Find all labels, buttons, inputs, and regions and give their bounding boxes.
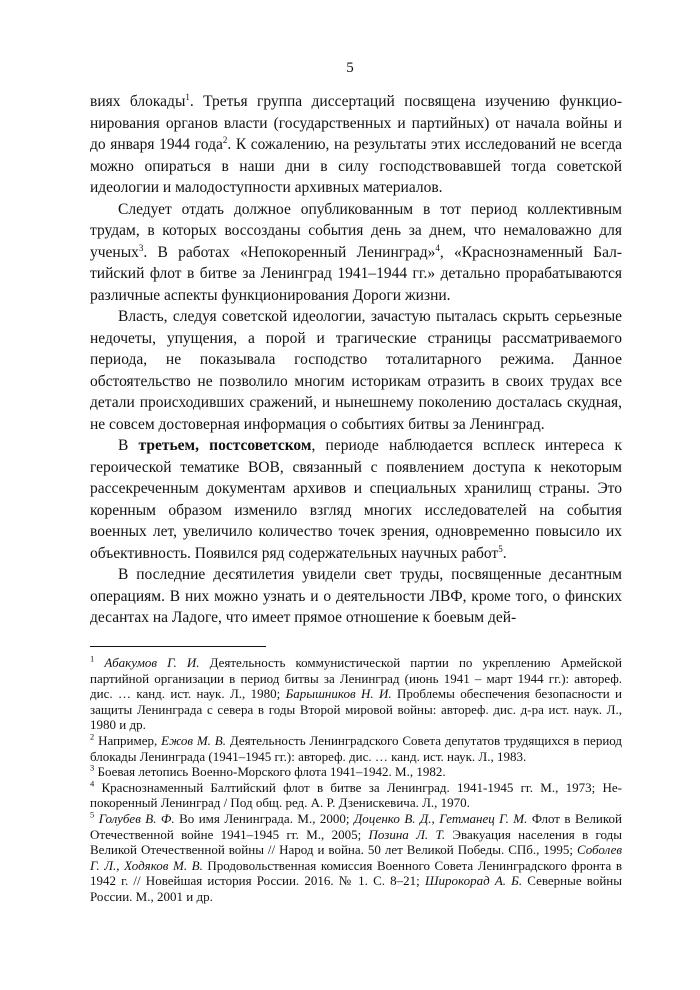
page-number: 5: [346, 60, 354, 76]
text-run: Деятельность Ленинградского Совета депутатов трудящихся в период блокады Ленинграда (1941–1945 гг.): автореф. дис. … канд. ист. наук. Л., 1983.: [90, 732, 623, 764]
text-run: Например,: [94, 732, 162, 748]
text-run: Проблемы обеспечения безопасности и защиты Ленинграда с севера в годы Второй мировой войны: автореф. дис. д-ра ист. наук. Л., 1980 и др.: [90, 686, 622, 733]
paragraph: [90, 199, 622, 307]
text-run: Продовольственная комиссия Военного Совета Ленинградского фронта в 1942 г. // Новейшая история России. 2016. № 1. С. 8–21;: [90, 857, 622, 889]
author-name: Доценко В. Д., Гетманец Г. М.: [353, 810, 528, 826]
text-run: В последние десятилетия увидели свет труды, посвященные десантным операциям. В них можно узнать и о деятельности ЛВФ, кроме того, о финских десантах на Ладоге, что имеет прямое отношение к боевым дей-: [90, 566, 622, 626]
footnote-ref: 4: [435, 242, 440, 253]
text-run: Во имя Ленинграда. М., 2000;: [174, 810, 354, 826]
paragraph: [90, 435, 622, 564]
footnote-ref: 2: [222, 134, 228, 145]
text-run: Власть, следуя советской идеологии, зачастую пыталась скрыть серьезные недочеты, упущения, а порой и трагические страницы рассматриваемого периода, не показывала господство тоталитарного режима. Данное обстоятельство не позволило многим историкам отразить в своих трудах все детали происходивших сражений, и нынешнему поколению досталась скудная, не совсем достоверная информация о событиях битвы за Ленинград.: [90, 308, 622, 433]
text-run: Северные войны России. М., 2001 и др.: [90, 873, 622, 904]
paragraph: [90, 91, 622, 199]
text-run: . К сожалению, на результаты этих исследований не всегда можно опираться в наши дни в силу господствовавшей тогда советской идеологии и малодоступности архивных материалов.: [90, 136, 622, 196]
paragraph: [90, 564, 622, 629]
text-run: Деятельность коммунистической партии по укреплению Армейской партийной организации в период битвы за Ленинград (июнь 1941 – март 1944 гг.): автореф. дис. … канд. ист. наук. Л., 1980;: [90, 655, 623, 702]
footnote: [90, 655, 622, 733]
footnote-ref: 3: [90, 762, 95, 773]
footnote-separator: [90, 646, 266, 647]
footnote: [90, 733, 622, 764]
text-run: Флот в Великой Отечественной войне 1941–1945 гг. М., 2005;: [90, 810, 622, 842]
text-run: виях блокады: [90, 93, 186, 110]
footnote-ref: 4: [90, 778, 95, 789]
footnote-ref: 1: [185, 91, 190, 102]
paragraph: [90, 306, 622, 435]
bold-text: третьем, постсоветском: [138, 437, 312, 454]
author-name: Абакумов Г. И.: [104, 655, 200, 670]
text-run: В: [118, 437, 139, 454]
footnote: [90, 811, 622, 905]
footnote-ref: 2: [90, 731, 95, 742]
text-run: Краснознаменный Балтийский флот в битве за Ленинград. 1941-1945 гг. М., 1973; Непокоренный Ленинград / Под общ. ред. А. Р. Дзенискевича. Л., 1970.: [90, 779, 622, 811]
footnote-ref: 1: [90, 653, 95, 664]
author-name: Широкорад А. Б.: [424, 873, 523, 889]
text-run: , периоде наблюдается всплеск интереса к героической тематике ВОВ, связанный с появлением доступа к некоторым рассекреченным документам архивов и специальных хранилищ страны. Это коренным образом изменило взгляд многих исследователей на события военных лет, увеличило количество точек зрения, одновременно повысило их объективность. Появился ряд содержательных научных работ: [90, 437, 622, 562]
author-name: Голубев В. Ф.: [98, 810, 175, 826]
text-run: .: [502, 544, 507, 562]
author-name: Позина Л. Т.: [368, 826, 446, 842]
text-run: [94, 655, 104, 670]
footnote: [90, 764, 622, 780]
footnotes: [90, 655, 622, 905]
text-run: Следует отдать должное опубликованным в тот период коллективным трудам, в которых воссозданы события день за днем, что немаловажно для ученых: [90, 200, 622, 261]
author-name: Барышников Н. И.: [285, 686, 392, 702]
text-run: . Третья группа диссертаций посвящена изучению функционирования органов власти (государственных и партийных) от начала войны и до января 1944 года: [90, 93, 622, 153]
footnote-ref: 3: [138, 242, 144, 253]
author-name: Ежов М. В.: [161, 732, 226, 748]
author-name: Соболев Г. Л., Ходяков М. В.: [90, 842, 622, 873]
body-text: [90, 91, 622, 629]
text-run: Боевая летопись Военно-Морского флота 1941–1942. М., 1982.: [94, 764, 446, 780]
text-run: , «Краснознаменный Балтийский флот в битве за Ленинград 1941–1944 гг.» детально прорабатываются различные аспекты функционирования Дороги жизни.: [90, 243, 623, 304]
footnote-ref: 5: [90, 809, 95, 820]
footnote-ref: 5: [498, 543, 503, 554]
footnote: [90, 780, 622, 811]
text-run: . В работах «Непокоренный Ленинград»: [143, 243, 436, 261]
text-run: Эвакуация населения в годы Великой Отечественной войны // Народ и война. 50 лет Великой Победы. СПб., 1995;: [90, 826, 622, 858]
